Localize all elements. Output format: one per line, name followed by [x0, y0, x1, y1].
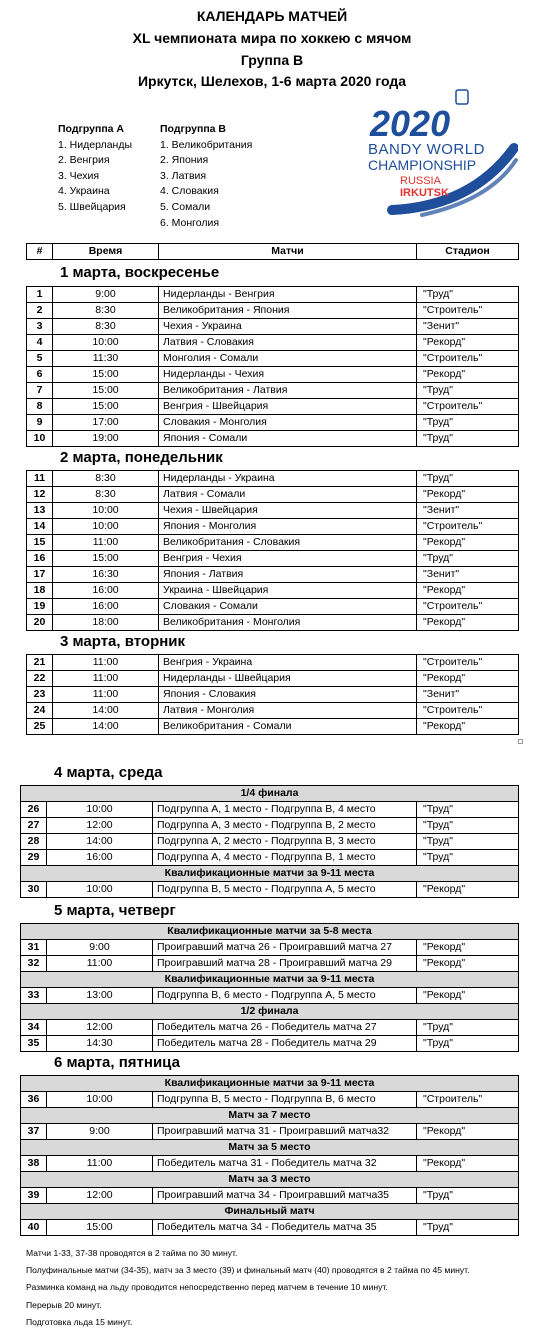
match-stadium: "Рекорд" — [417, 1124, 519, 1140]
match-number: 7 — [27, 383, 53, 399]
championship-logo — [362, 88, 518, 218]
match-stadium: "Труд" — [417, 850, 519, 866]
match-number: 4 — [27, 335, 53, 351]
match-number: 39 — [21, 1188, 47, 1204]
doc-subtitle: XL чемпионата мира по хоккею с мячом — [132, 30, 412, 46]
match-teams: Япония - Монголия — [159, 519, 417, 535]
stage-row — [21, 972, 519, 988]
match-time: 15:00 — [53, 383, 159, 399]
day-title: 1 марта, воскресенье — [60, 264, 220, 281]
match-teams: Нидерланды - Швейцария — [159, 671, 417, 687]
match-number: 31 — [21, 940, 47, 956]
stage-row — [21, 1108, 519, 1124]
day-table — [20, 1075, 519, 1236]
match-time: 13:00 — [47, 988, 153, 1004]
team-item: 6. Монголия — [160, 216, 220, 229]
stage-label: Квалификационные матчи за 5-8 места — [21, 924, 519, 940]
match-row — [21, 1036, 519, 1052]
match-number: 23 — [27, 687, 53, 703]
match-stadium: "Труд" — [417, 1220, 519, 1236]
note-line: Матчи 1-33, 37-38 проводятся в 2 тайма по 30 минут. — [26, 1248, 238, 1258]
match-number: 38 — [21, 1156, 47, 1172]
match-row — [27, 719, 519, 735]
match-row — [27, 335, 519, 351]
match-number: 24 — [27, 703, 53, 719]
note-line: Перерыв 20 минут. — [26, 1299, 102, 1310]
match-teams: Украина - Швейцария — [159, 583, 417, 599]
stage-label: Квалификационные матчи за 9-11 места — [21, 972, 519, 988]
match-teams: Япония - Сомали — [159, 431, 417, 447]
match-number: 6 — [27, 367, 53, 383]
stage-label: 1/4 финала — [21, 786, 519, 802]
match-stadium: "Рекорд" — [417, 487, 519, 503]
match-teams: Победитель матча 34 - Победитель матча 35 — [153, 1220, 417, 1236]
day-table — [20, 785, 519, 898]
day-table — [26, 286, 519, 447]
match-number: 21 — [27, 655, 53, 671]
resize-handle — [518, 739, 523, 744]
team-item: 3. Латвия — [160, 169, 207, 182]
match-row — [27, 567, 519, 583]
match-row — [27, 303, 519, 319]
match-time: 11:00 — [53, 535, 159, 551]
match-time: 10:00 — [47, 882, 153, 898]
match-row — [21, 988, 519, 1004]
match-time: 15:00 — [53, 551, 159, 567]
stage-label: Матч за 5 место — [21, 1140, 519, 1156]
match-stadium: "Труд" — [417, 471, 519, 487]
match-row — [21, 818, 519, 834]
match-teams: Чехия - Швейцария — [159, 503, 417, 519]
note-line: Разминка команд на льду проводится непосредственно перед матчем в течение 10 минут. — [26, 1282, 388, 1293]
match-stadium: "Труд" — [417, 383, 519, 399]
match-row — [27, 551, 519, 567]
note-line: Подготовка льда 15 минут. — [26, 1316, 133, 1327]
match-teams: Подгруппа А, 1 место - Подгруппа В, 4 место — [153, 802, 417, 818]
day-title: 6 марта, пятница — [54, 1054, 180, 1071]
match-stadium: "Труд" — [417, 1188, 519, 1204]
match-time: 10:00 — [47, 802, 153, 818]
match-teams: Победитель матча 28 - Победитель матча 29 — [153, 1036, 417, 1052]
match-teams: Латвия - Монголия — [159, 703, 417, 719]
stage-label: Финальный матч — [21, 1204, 519, 1220]
match-time: 11:00 — [53, 687, 159, 703]
match-stadium: "Зенит" — [417, 319, 519, 335]
match-teams: Латвия - Словакия — [159, 335, 417, 351]
match-teams: Подгруппа А, 3 место - Подгруппа В, 2 место — [153, 818, 417, 834]
team-item: 3. Чехия — [58, 169, 100, 182]
match-teams: Проигравший матча 34 - Проигравший матча35 — [153, 1188, 417, 1204]
match-stadium: "Рекорд" — [417, 535, 519, 551]
match-row — [21, 850, 519, 866]
match-number: 30 — [21, 882, 47, 898]
doc-title: КАЛЕНДАРЬ МАТЧЕЙ — [196, 8, 348, 24]
match-time: 16:00 — [53, 599, 159, 615]
subgroup-title: Подгруппа В — [160, 123, 226, 135]
match-stadium: "Рекорд" — [417, 956, 519, 972]
match-time: 17:00 — [53, 415, 159, 431]
match-teams: Великобритания - Монголия — [159, 615, 417, 631]
match-row — [27, 383, 519, 399]
match-time: 9:00 — [47, 940, 153, 956]
stage-row — [21, 1204, 519, 1220]
match-stadium: "Строитель" — [417, 599, 519, 615]
match-row — [21, 1020, 519, 1036]
match-stadium: "Строитель" — [417, 703, 519, 719]
match-teams: Проигравший матча 26 - Проигравший матча 27 — [153, 940, 417, 956]
match-time: 8:30 — [53, 487, 159, 503]
match-time: 8:30 — [53, 319, 159, 335]
match-row — [27, 503, 519, 519]
footnotes — [26, 1245, 470, 1331]
day-table — [26, 470, 519, 631]
day-title: 2 марта, понедельник — [60, 449, 223, 466]
col-time: Время — [53, 244, 159, 260]
match-number: 11 — [27, 471, 53, 487]
match-stadium: "Рекорд" — [417, 719, 519, 735]
match-row — [27, 415, 519, 431]
match-teams: Великобритания - Япония — [159, 303, 417, 319]
match-teams: Монголия - Сомали — [159, 351, 417, 367]
day-table — [26, 654, 519, 735]
stage-row — [21, 866, 519, 882]
match-stadium: "Рекорд" — [417, 940, 519, 956]
match-time: 9:00 — [47, 1124, 153, 1140]
team-item: 2. Япония — [160, 154, 209, 167]
match-teams: Словакия - Сомали — [159, 599, 417, 615]
stage-label: Матч за 7 место — [21, 1108, 519, 1124]
team-item: 5. Сомали — [160, 200, 211, 213]
match-time: 10:00 — [53, 519, 159, 535]
stage-row — [21, 786, 519, 802]
match-time: 10:00 — [47, 1092, 153, 1108]
match-stadium: "Труд" — [417, 415, 519, 431]
match-number: 22 — [27, 671, 53, 687]
match-teams: Нидерланды - Украина — [159, 471, 417, 487]
match-stadium: "Зенит" — [417, 687, 519, 703]
match-time: 16:00 — [47, 850, 153, 866]
team-item: 1. Нидерланды — [58, 138, 133, 151]
match-number: 40 — [21, 1220, 47, 1236]
column-header — [26, 243, 519, 260]
stage-row — [21, 924, 519, 940]
match-time: 18:00 — [53, 615, 159, 631]
match-number: 32 — [21, 956, 47, 972]
match-row — [27, 687, 519, 703]
logo-line1: BANDY WORLD — [368, 141, 485, 158]
match-time: 16:30 — [53, 567, 159, 583]
match-number: 36 — [21, 1092, 47, 1108]
match-row — [27, 655, 519, 671]
match-stadium: "Строитель" — [417, 519, 519, 535]
match-row — [27, 351, 519, 367]
match-stadium: "Труд" — [417, 1036, 519, 1052]
match-number: 10 — [27, 431, 53, 447]
day-title: 5 марта, четверг — [54, 902, 176, 919]
match-teams: Чехия - Украина — [159, 319, 417, 335]
col-match: Матчи — [159, 244, 417, 260]
match-row — [27, 431, 519, 447]
match-time: 14:30 — [47, 1036, 153, 1052]
match-number: 1 — [27, 287, 53, 303]
match-stadium: "Труд" — [417, 551, 519, 567]
stage-label: Матч за 3 место — [21, 1172, 519, 1188]
match-time: 11:00 — [53, 671, 159, 687]
stage-row — [21, 1140, 519, 1156]
match-time: 14:00 — [47, 834, 153, 850]
match-teams: Япония - Латвия — [159, 567, 417, 583]
col-num: # — [27, 244, 53, 260]
match-time: 11:00 — [47, 1156, 153, 1172]
match-number: 19 — [27, 599, 53, 615]
match-row — [27, 519, 519, 535]
subgroup-a — [58, 122, 132, 216]
match-number: 34 — [21, 1020, 47, 1036]
match-number: 3 — [27, 319, 53, 335]
match-number: 35 — [21, 1036, 47, 1052]
match-row — [21, 802, 519, 818]
match-number: 25 — [27, 719, 53, 735]
logo-line2: CHAMPIONSHIP — [368, 157, 477, 173]
match-teams: Венгрия - Украина — [159, 655, 417, 671]
match-stadium: "Рекорд" — [417, 1156, 519, 1172]
team-item: 4. Словакия — [160, 185, 219, 198]
match-row — [21, 956, 519, 972]
match-teams: Подгруппа В, 5 место - Подгруппа А, 5 место — [153, 882, 417, 898]
team-item: 4. Украина — [58, 185, 110, 198]
match-time: 15:00 — [53, 399, 159, 415]
match-time: 14:00 — [53, 703, 159, 719]
match-stadium: "Строитель" — [417, 351, 519, 367]
match-stadium: "Зенит" — [417, 503, 519, 519]
match-stadium: "Рекорд" — [417, 367, 519, 383]
match-stadium: "Труд" — [417, 287, 519, 303]
match-row — [27, 287, 519, 303]
match-time: 10:00 — [53, 503, 159, 519]
match-time: 19:00 — [53, 431, 159, 447]
match-row — [21, 1156, 519, 1172]
match-number: 15 — [27, 535, 53, 551]
match-number: 20 — [27, 615, 53, 631]
match-teams: Венгрия - Швейцария — [159, 399, 417, 415]
match-time: 8:30 — [53, 303, 159, 319]
match-stadium: "Труд" — [417, 1020, 519, 1036]
stage-row — [21, 1076, 519, 1092]
match-number: 14 — [27, 519, 53, 535]
match-teams: Проигравший матча 28 - Проигравший матча 29 — [153, 956, 417, 972]
match-stadium: "Рекорд" — [417, 335, 519, 351]
logo-year: 2020 — [370, 103, 451, 144]
match-time: 16:00 — [53, 583, 159, 599]
day-title: 3 марта, вторник — [60, 633, 186, 650]
match-row — [21, 1188, 519, 1204]
match-stadium: "Рекорд" — [417, 671, 519, 687]
match-row — [27, 367, 519, 383]
match-teams: Подгруппа В, 6 место - Подгруппа А, 5 место — [153, 988, 417, 1004]
stage-label: Квалификационные матчи за 9-11 места — [21, 1076, 519, 1092]
match-stadium: "Зенит" — [417, 567, 519, 583]
match-number: 37 — [21, 1124, 47, 1140]
match-stadium: "Строитель" — [417, 303, 519, 319]
match-row — [27, 319, 519, 335]
match-row — [21, 1092, 519, 1108]
match-number: 8 — [27, 399, 53, 415]
match-teams: Подгруппа В, 5 место - Подгруппа В, 6 место — [153, 1092, 417, 1108]
match-teams: Великобритания - Сомали — [159, 719, 417, 735]
match-time: 14:00 — [53, 719, 159, 735]
match-number: 27 — [21, 818, 47, 834]
match-row — [21, 834, 519, 850]
match-number: 12 — [27, 487, 53, 503]
match-row — [27, 399, 519, 415]
match-row — [27, 487, 519, 503]
match-teams: Проигравший матча 31 - Проигравший матча32 — [153, 1124, 417, 1140]
match-teams: Япония - Словакия — [159, 687, 417, 703]
match-stadium: "Строитель" — [417, 655, 519, 671]
team-item: 1. Великобритания — [160, 138, 253, 151]
match-stadium: "Рекорд" — [417, 615, 519, 631]
match-number: 26 — [21, 802, 47, 818]
match-number: 29 — [21, 850, 47, 866]
match-teams: Великобритания - Латвия — [159, 383, 417, 399]
match-number: 13 — [27, 503, 53, 519]
match-teams: Латвия - Сомали — [159, 487, 417, 503]
match-teams: Подгруппа А, 4 место - Подгруппа В, 1 место — [153, 850, 417, 866]
match-teams: Словакия - Монголия — [159, 415, 417, 431]
logo-russia: RUSSIA — [400, 175, 441, 187]
logo-city: IRKUTSK — [400, 187, 449, 199]
match-number: 2 — [27, 303, 53, 319]
match-row — [27, 471, 519, 487]
day-title: 4 марта, среда — [54, 764, 163, 781]
match-row — [21, 1124, 519, 1140]
match-stadium: "Рекорд" — [417, 882, 519, 898]
match-stadium: "Рекорд" — [417, 988, 519, 1004]
match-teams: Победитель матча 26 - Победитель матча 27 — [153, 1020, 417, 1036]
match-time: 15:00 — [47, 1220, 153, 1236]
stage-row — [21, 1004, 519, 1020]
match-number: 17 — [27, 567, 53, 583]
subgroup-b — [160, 122, 252, 231]
day-table — [20, 923, 519, 1052]
match-number: 16 — [27, 551, 53, 567]
stage-row — [21, 1172, 519, 1188]
team-item: 5. Швейцария — [58, 200, 126, 213]
team-item: 2. Венгрия — [58, 154, 110, 167]
match-row — [27, 703, 519, 719]
match-teams: Нидерланды - Чехия — [159, 367, 417, 383]
note-line: Полуфинальные матчи (34-35), матч за 3 место (39) и финальный матч (40) проводятся в 2 тайма по 45 минут. — [26, 1265, 470, 1276]
match-stadium: "Труд" — [417, 834, 519, 850]
match-stadium: "Строитель" — [417, 1092, 519, 1108]
match-stadium: "Труд" — [417, 431, 519, 447]
match-row — [27, 671, 519, 687]
match-stadium: "Рекорд" — [417, 583, 519, 599]
match-time: 15:00 — [53, 367, 159, 383]
subgroup-title: Подгруппа А — [58, 123, 124, 135]
match-number: 33 — [21, 988, 47, 1004]
match-time: 12:00 — [47, 818, 153, 834]
match-time: 11:00 — [47, 956, 153, 972]
match-row — [27, 599, 519, 615]
match-row — [21, 1220, 519, 1236]
match-time: 11:30 — [53, 351, 159, 367]
match-number: 9 — [27, 415, 53, 431]
match-teams: Победитель матча 31 - Победитель матча 32 — [153, 1156, 417, 1172]
doc-location-dates: Иркутск, Шелехов, 1-6 марта 2020 года — [137, 73, 407, 89]
match-time: 10:00 — [53, 335, 159, 351]
match-time: 11:00 — [53, 655, 159, 671]
match-teams: Великобритания - Словакия — [159, 535, 417, 551]
doc-group: Группа B — [240, 52, 304, 68]
match-row — [27, 583, 519, 599]
match-stadium: "Труд" — [417, 818, 519, 834]
match-teams: Подгруппа А, 2 место - Подгруппа В, 3 место — [153, 834, 417, 850]
match-row — [21, 882, 519, 898]
match-stadium: "Строитель" — [417, 399, 519, 415]
match-number: 18 — [27, 583, 53, 599]
match-time: 8:30 — [53, 471, 159, 487]
stage-label: 1/2 финала — [21, 1004, 519, 1020]
match-teams: Нидерланды - Венгрия — [159, 287, 417, 303]
match-time: 12:00 — [47, 1020, 153, 1036]
match-number: 5 — [27, 351, 53, 367]
match-row — [27, 615, 519, 631]
col-stadium: Стадион — [417, 244, 519, 260]
match-number: 28 — [21, 834, 47, 850]
match-stadium: "Труд" — [417, 802, 519, 818]
match-row — [21, 940, 519, 956]
match-time: 9:00 — [53, 287, 159, 303]
match-teams: Венгрия - Чехия — [159, 551, 417, 567]
stage-label: Квалификационные матчи за 9-11 места — [21, 866, 519, 882]
match-time: 12:00 — [47, 1188, 153, 1204]
match-row — [27, 535, 519, 551]
